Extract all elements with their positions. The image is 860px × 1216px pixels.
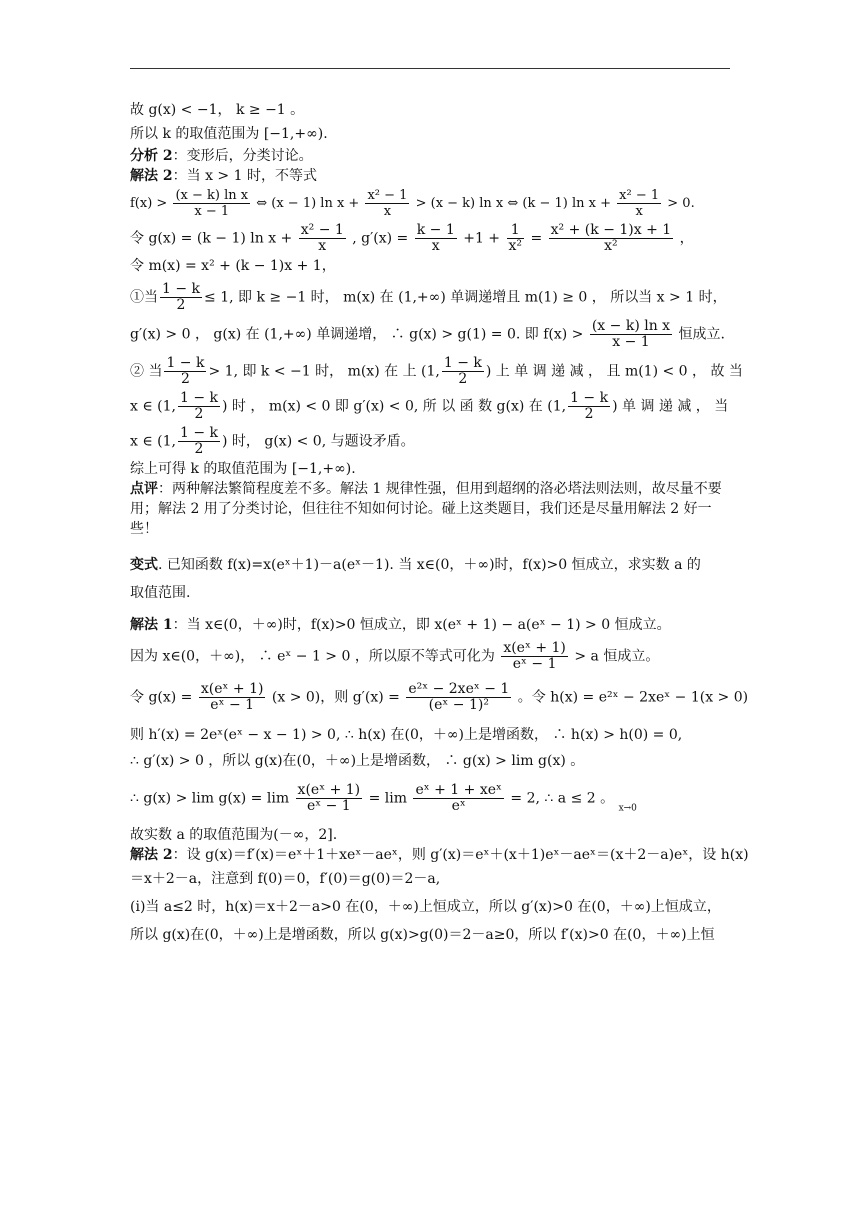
eq-part: x ∈ (1,	[130, 398, 176, 415]
fraction	[406, 682, 511, 713]
variant-step-3	[130, 681, 749, 713]
eq-part: 。令 h(x) = e²ˣ − 2xeˣ − 1(x > 0)	[517, 689, 749, 706]
numerator: x² + (k − 1)x + 1	[550, 222, 672, 238]
summary-line: 综上可得 k 的取值范围为 [−1,+∞).	[130, 461, 356, 477]
case-2	[130, 355, 743, 387]
text-line: (i)当 a≤2 时，h(x)＝x＋2－a>0 在(0，＋∞)上恒成立，所以 g′(x)>0 在(0，＋∞)上恒成立，	[130, 898, 721, 915]
numerator: 1 − k	[570, 390, 609, 406]
variant-problem-cont: 取值范围.	[130, 585, 191, 601]
variant-step-2	[130, 641, 730, 672]
case-1	[130, 282, 730, 313]
numerator: eˣ + 1 + xeˣ	[415, 782, 502, 798]
denominator: x	[635, 204, 643, 219]
equation-2	[130, 223, 730, 254]
numerator: (x − k) ln x	[175, 188, 249, 203]
eq-part: ①当	[130, 289, 158, 306]
eq-part: g′(x) > 0 ， g(x) 在 (1,+∞) 单调递增， ∴ g(x) > g(1) = 0. 即 f(x) >	[130, 326, 584, 343]
solution-label: 解法 2	[130, 168, 173, 184]
variant-text: . 已知函数 f(x)=x(eˣ＋1)－a(eˣ－1). 当 x∈(0，＋∞)时，f(x)>0 恒成立，求实数 a 的	[158, 557, 701, 573]
eq-part: > 1, 即 k < −1 时， m(x) 在 上 (1,	[208, 363, 440, 380]
text-line: ＝x＋2－a，注意到 f(0)＝0，f′(0)＝g(0)＝2－a,	[130, 870, 441, 887]
solution-text: ：当 x∈(0，＋∞)时，f(x)>0 恒成立，即 x(eˣ + 1) − a(eˣ − 1) > 0 恒成立。	[172, 617, 671, 633]
fraction	[296, 783, 363, 814]
review-label: 点评	[130, 481, 158, 497]
eq-part: f(x) >	[130, 196, 168, 211]
eq-part: =	[530, 230, 543, 247]
eq-part: > (x − k) ln x ⇔ (k − 1) ln x +	[415, 196, 612, 211]
analysis-text: ：变形后，分类讨论。	[172, 148, 313, 164]
denominator: x²	[508, 238, 523, 254]
fraction	[173, 188, 250, 219]
variant-step-6	[130, 783, 730, 819]
eq-part: , g′(x) =	[352, 230, 409, 247]
denominator: eˣ − 1	[306, 798, 351, 814]
solution-text: ：当 x > 1 时，不等式	[172, 168, 317, 184]
eq-part: ) 时 ， m(x) < 0 即 g′(x) < 0, 所 以 函 数 g(x) 在 (1,	[222, 398, 567, 415]
eq-part: ，	[679, 230, 694, 247]
variant-label: 变式	[130, 557, 158, 573]
numerator: x² − 1	[619, 188, 660, 203]
fraction	[501, 641, 568, 672]
analysis-2	[130, 146, 730, 166]
eq-part: (x > 0)，则 g′(x) =	[271, 689, 400, 706]
header-rule	[130, 68, 730, 69]
numerator: 1	[507, 223, 525, 239]
text-line: 所以 g(x)在(0，＋∞)上是增函数，所以 g(x)>g(0)＝2－a≥0，所以 f′(x)>0 在(0，＋∞)上恒	[130, 926, 715, 943]
eq-part: ≤ 1, 即 k ≥ −1 时， m(x) 在 (1,+∞) 单调递增且 m(1) ≥ 0 ， 所以当 x > 1 时，	[204, 289, 727, 306]
eq-part: > 0.	[667, 196, 695, 211]
eq-part: ② 当	[130, 363, 163, 380]
numerator: 1 − k	[162, 281, 201, 297]
fraction	[549, 223, 674, 254]
denominator: x	[383, 204, 392, 219]
eq-part: +1 +	[463, 230, 501, 247]
denominator: x	[431, 238, 440, 254]
text-line: 故 g(x) < −1， k ≥ −1 。	[130, 102, 305, 118]
numerator: x² − 1	[367, 188, 408, 203]
denominator: 2	[584, 406, 594, 422]
case-2-cont	[130, 391, 730, 422]
numerator: x(eˣ + 1)	[200, 681, 264, 697]
limit-subscript: x→0	[618, 803, 637, 814]
numerator: e²ˣ − 2xeˣ − 1	[408, 681, 510, 697]
fraction	[413, 783, 504, 814]
variant-step-4: 则 h′(x) = 2eˣ(eˣ − x − 1) > 0, ∴ h(x) 在(0，＋∞)上是增函数， ∴ h(x) > h(0) = 0,	[130, 727, 683, 743]
fraction	[568, 391, 610, 422]
analysis-label: 分析 2	[130, 148, 173, 164]
eq-part: 令 g(x) =	[130, 689, 193, 706]
numerator: k − 1	[416, 222, 455, 238]
case-2-end	[130, 426, 730, 457]
eq-part: 恒成立.	[678, 326, 725, 343]
variant-problem	[130, 555, 730, 575]
numerator: x(eˣ + 1)	[503, 640, 566, 656]
denominator: eˣ − 1	[512, 656, 557, 672]
eq-part: = 2, ∴ a ≤ 2 。	[510, 790, 615, 807]
text-line: 令 m(x) = x² + (k − 1)x + 1，	[130, 258, 336, 274]
denominator: 2	[176, 297, 186, 313]
fraction	[178, 391, 220, 422]
solution-label: 解法 1	[130, 617, 173, 633]
fraction	[199, 682, 266, 713]
numerator: 1 − k	[443, 355, 482, 371]
fraction	[164, 356, 206, 387]
eq-part: ∴ g(x) > lim g(x) = lim	[130, 790, 290, 807]
denominator: 2	[194, 406, 204, 422]
fraction	[617, 188, 661, 219]
variant-conclusion: 故实数 a 的取值范围为(－∞，2].	[130, 826, 338, 843]
numerator: (x − k) ln x	[591, 318, 671, 334]
variant-step-5: ∴ g′(x) > 0 ，所以 g(x)在(0，＋∞)上是增函数， ∴ g(x) > lim g(x) 。	[130, 753, 585, 769]
variant-solution-1	[130, 615, 730, 635]
eq-part: = lim	[368, 790, 407, 807]
eq-part: > a 恒成立。	[574, 648, 660, 665]
solution-2	[130, 166, 730, 186]
denominator: x − 1	[194, 204, 230, 219]
equation-1	[130, 188, 730, 219]
denominator: 2	[458, 371, 468, 387]
eq-part: ) 上 单 调 递 减 ， 且 m(1) < 0 ， 故 当	[485, 363, 743, 380]
fraction	[590, 319, 672, 350]
numerator: 1 − k	[179, 390, 219, 406]
fraction	[507, 223, 525, 254]
review-text: ：两种解法繁简程度差不多。解法 1 规律性强，但用到超纲的洛必塔法则法则，故尽量不要用；解法 2 用了分类讨论，但往往不知如何讨论。碰上这类题目，我们还是尽量用解法 2 好一些！	[130, 481, 722, 537]
eq-part: ) 单 调 递 减 ， 当	[612, 398, 729, 415]
eq-part: ⇔ (x − 1) ln x +	[256, 196, 360, 211]
text-line: 所以 k 的取值范围为 [−1,+∞).	[130, 126, 328, 142]
denominator: 2	[181, 371, 190, 387]
denominator: x − 1	[612, 334, 650, 350]
numerator: x² − 1	[300, 222, 344, 238]
denominator: eˣ − 1	[210, 697, 255, 713]
document-body	[130, 92, 749, 945]
solution-text: ：设 g(x)＝f′(x)＝eˣ＋1＋xeˣ－aeˣ，则 g′(x)＝eˣ＋(x＋1)eˣ－aeˣ＝(x＋2－a)eˣ，设 h(x)	[172, 846, 749, 863]
fraction	[160, 282, 202, 313]
eq-part: 令 g(x) = (k − 1) ln x +	[130, 230, 293, 247]
denominator: 2	[194, 441, 204, 457]
numerator: 1 − k	[179, 425, 219, 441]
denominator: x²	[604, 238, 618, 254]
eq-part: ) 时， g(x) < 0, 与题设矛盾。	[222, 433, 415, 450]
case-1-cont	[130, 319, 730, 350]
solution-label: 解法 2	[130, 846, 173, 863]
numerator: x(eˣ + 1)	[297, 782, 361, 798]
denominator: eˣ	[451, 798, 466, 814]
variant-solution-2	[130, 845, 749, 865]
eq-part: 因为 x∈(0，＋∞)， ∴ eˣ − 1 > 0 ，所以原不等式可化为	[130, 648, 495, 665]
fraction	[365, 188, 409, 219]
numerator: 1 − k	[166, 355, 205, 371]
fraction	[415, 223, 457, 254]
denominator: (eˣ − 1)²	[428, 697, 489, 713]
fraction	[178, 426, 220, 457]
eq-part: x ∈ (1,	[130, 433, 176, 450]
fraction	[442, 356, 484, 387]
review-paragraph	[130, 479, 730, 539]
denominator: x	[318, 238, 327, 254]
fraction	[299, 223, 346, 254]
